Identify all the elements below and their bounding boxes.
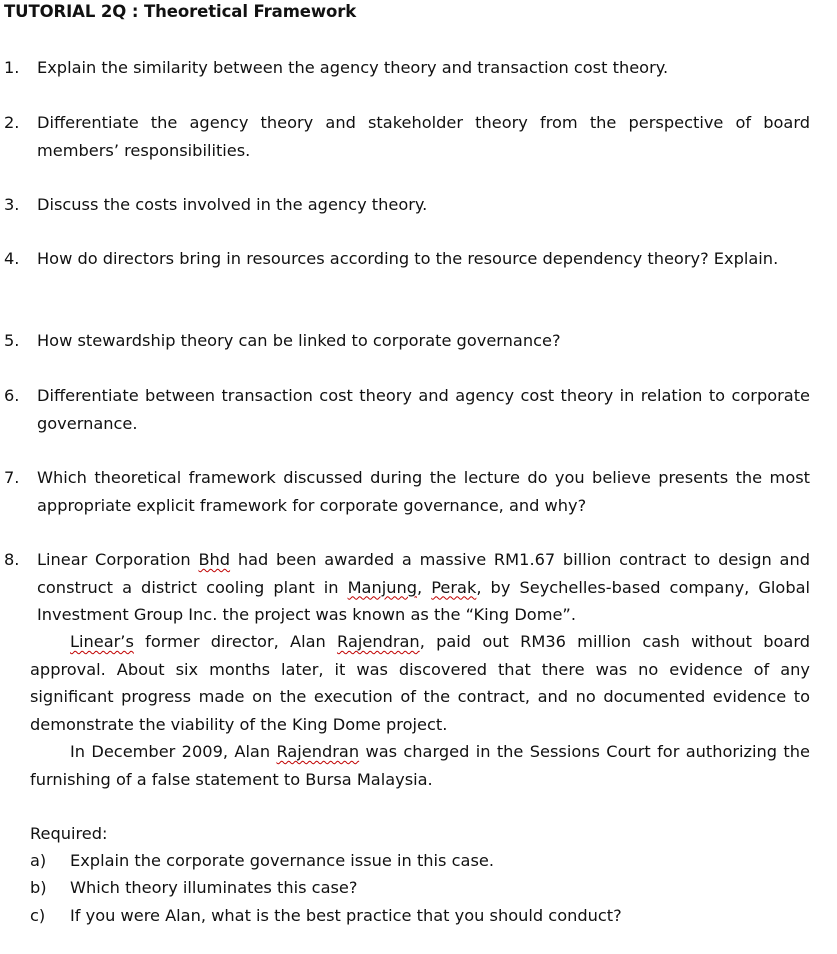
case-text-flagged: Rajendran xyxy=(337,632,420,651)
case-text: Linear Corporation xyxy=(37,550,199,569)
page-title: TUTORIAL 2Q : Theoretical Framework xyxy=(4,2,357,21)
question-text: Differentiate between transaction cost theory and agency cost theory in relation to corporate governance. xyxy=(37,386,810,433)
required-item-text: Explain the corporate governance issue in this case. xyxy=(70,851,494,870)
required-item-label: a) xyxy=(30,851,47,870)
case-text: had been awarded a massive RM1.67 billion contract to design and construct a district cooling plant in xyxy=(37,550,810,597)
case-text-flagged: Linear’s xyxy=(70,632,134,651)
case-text-flagged: Manjung xyxy=(347,577,418,597)
case-paragraph-1 xyxy=(37,546,810,629)
question-number: 7. xyxy=(4,468,20,487)
required-item-label: c) xyxy=(30,906,46,925)
question-number: 2. xyxy=(4,113,20,132)
case-text-flagged: Perak xyxy=(431,577,477,597)
case-paragraph-2 xyxy=(30,628,810,738)
question-number: 8. xyxy=(4,550,20,569)
case-text: In December 2009, Alan xyxy=(70,742,277,761)
case-text-flagged: Rajendran xyxy=(276,742,360,761)
case-text: , paid out RM36 million cash without board approval. About six months later, it was discovered that there was no evidence of any significant progress made on the execution of the contract, and no documented evidence to demonstrate the viability of the King Dome project. xyxy=(30,632,810,734)
case-text-flagged: Bhd xyxy=(198,550,231,569)
question-text: How stewardship theory can be linked to corporate governance? xyxy=(37,331,561,350)
required-item-text: Which theory illuminates this case? xyxy=(70,878,358,897)
required-item-text: If you were Alan, what is the best practice that you should conduct? xyxy=(70,906,622,925)
question-text: Discuss the costs involved in the agency theory. xyxy=(37,195,428,214)
question-text: How do directors bring in resources according to the resource dependency theory? Explain. xyxy=(37,249,779,268)
case-text: , xyxy=(417,577,432,597)
question-text: Which theoretical framework discussed during the lecture do you believe presents the most appropriate explicit framework for corporate governance, and why? xyxy=(37,468,810,515)
question-text: Explain the similarity between the agency theory and transaction cost theory. xyxy=(37,58,669,77)
question-text: Differentiate the agency theory and stakeholder theory from the perspective of board members’ responsibilities. xyxy=(37,113,810,160)
question-number: 6. xyxy=(4,386,20,405)
required-label: Required: xyxy=(30,824,108,843)
required-item-label: b) xyxy=(30,878,47,897)
case-paragraph-3 xyxy=(30,738,810,793)
question-number: 4. xyxy=(4,249,20,268)
question-number: 5. xyxy=(4,331,20,350)
case-text: , by Seychelles-based company, Global Investment Group Inc. the project was known as the “King Dome”. xyxy=(37,577,811,624)
question-number: 3. xyxy=(4,195,20,214)
question-number: 1. xyxy=(4,58,20,77)
case-text: former director, Alan xyxy=(133,632,338,651)
case-text: was charged in the Sessions Court for authorizing the furnishing of a false statement to Bursa Malaysia. xyxy=(30,742,810,789)
